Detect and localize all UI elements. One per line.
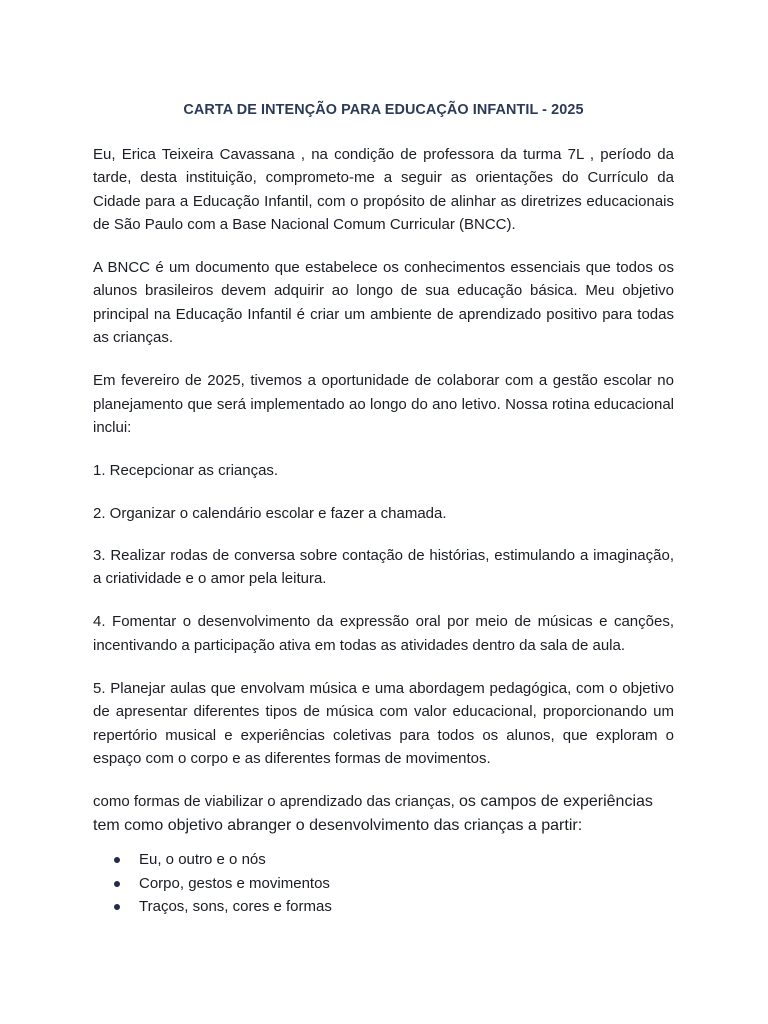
routine-item-1: 1. Recepcionar as crianças. [93, 462, 279, 480]
closing-text-part1: como formas de viabilizar o aprendizado das crianças, [93, 793, 460, 811]
bullet-icon [114, 904, 120, 910]
bullet-icon [114, 881, 120, 887]
routine-item-4: 4. Fomentar o desenvolvimento da expressão oral por meio de músicas e canções, incentivando a participação ativa em todas as atividades dentro da sala de aula. [93, 613, 674, 654]
document-title: CARTA DE INTENÇÃO PARA EDUCAÇÃO INFANTIL - 2025 [183, 102, 584, 118]
closing-text-part2: os campos de experiências tem como objetivo abranger o desenvolvimento das crianças a partir: [93, 793, 653, 835]
bullet-icon [114, 857, 120, 863]
routine-item-3: 3. Realizar rodas de conversa sobre contação de histórias, estimulando a imaginação, a criatividade e o amor pela leitura. [93, 546, 674, 588]
list-item-label: Eu, o outro e o nós [139, 851, 266, 869]
list-item [114, 895, 674, 919]
bncc-paragraph: A BNCC é um documento que estabelece os conhecimentos essenciais que todos os alunos brasileiros devem adquirir ao longo de sua educação básica. Meu objetivo principal na Educação Infantil é criar um ambiente de aprendizado positivo para todas as crianças. [93, 259, 674, 347]
intro-paragraph: Eu, Erica Teixeira Cavassana , na condição de professora da turma 7L , período da tarde, desta instituição, comprometo-me a seguir as orientações do Currículo da Cidade para a Educação Infantil, com o propósito de alinhar as diretrizes educacionais de São Paulo com a Base Nacional Comum Curricular (BNCC). [93, 146, 674, 233]
routine-item-5: 5. Planejar aulas que envolvam música e uma abordagem pedagógica, com o objetivo de apresentar diferentes tipos de música com valor educacional, proporcionando um repertório musical e experiências coletivas para todos os alunos, que exploram o espaço com o corpo e as diferentes formas de movimentos. [93, 680, 674, 767]
list-item [114, 872, 674, 896]
list-item [114, 848, 674, 872]
list-item-label: Corpo, gestos e movimentos [139, 874, 330, 892]
closing-paragraph [93, 790, 674, 838]
routine-item-2: 2. Organizar o calendário escolar e fazer a chamada. [93, 504, 447, 522]
planning-paragraph: Em fevereiro de 2025, tivemos a oportunidade de colaborar com a gestão escolar no planejamento que será implementado ao longo do ano letivo. Nossa rotina educacional inclui: [93, 372, 674, 436]
list-item-label: Traços, sons, cores e formas [139, 898, 332, 916]
experience-fields-list [93, 848, 674, 919]
